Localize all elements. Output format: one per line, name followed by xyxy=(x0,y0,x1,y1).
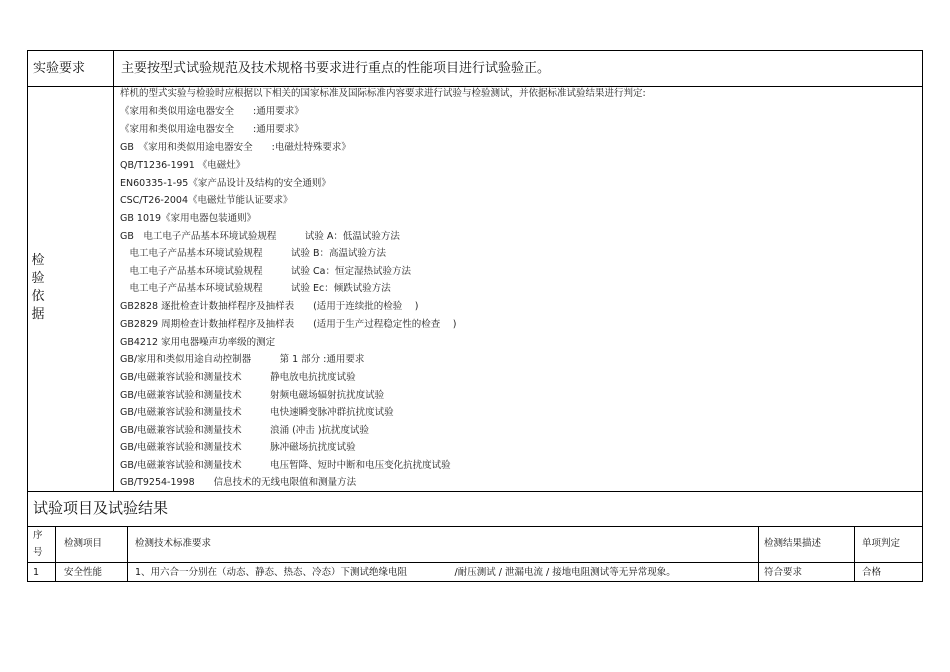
header-item: 检测项目 xyxy=(64,538,103,549)
header-seq-line2: 号 xyxy=(33,547,43,558)
border-col-requirement xyxy=(758,526,759,582)
basis-intro: 样机的型式实验与检验时应根据以下相关的国家标准及国际标准内容要求进行试验与检验测试，并依据标准试验结果进行判定: xyxy=(120,88,646,99)
basis-line: GB/电磁兼容试验和测量技术 电快速瞬变脉冲群抗扰度试验 xyxy=(120,407,394,418)
border-col-seq xyxy=(55,526,56,582)
basis-line: GB/电磁兼容试验和测量技术 静电放电抗扰度试验 xyxy=(120,372,356,383)
basis-line: GB2828 逐批检查计数抽样程序及抽样表 (适用于连续批的检验 ) xyxy=(120,301,419,312)
header-seq-line1: 序 xyxy=(33,530,43,541)
header-verdict: 单项判定 xyxy=(862,538,901,549)
row-requirement: 1、用六合一分别在（动态、静态、热态、冷态）下测试绝缘电阻 /耐压测试 / 泄漏电流 / 接地电阻测试等无异常现象。 xyxy=(135,567,676,578)
basis-line: 电工电子产品基本环境试验规程 试验 Ca：恒定湿热试验方法 xyxy=(120,266,411,277)
basis-line: GB2829 周期检查计数抽样程序及抽样表 (适用于生产过程稳定性的检查 ) xyxy=(120,319,457,330)
basis-line: 《家用和类似用途电器安全 :通用要求》 xyxy=(120,124,304,135)
basis-line: GB/T9254-1998 信息技术的无线电限值和测量方法 xyxy=(120,477,357,488)
basis-line: GB 《家用和类似用途电器安全 :电磁灶特殊要求》 xyxy=(120,142,351,153)
results-section-title: 试验项目及试验结果 xyxy=(33,499,169,517)
row-verdict: 合格 xyxy=(862,567,882,578)
row-seq: 1 xyxy=(33,567,40,578)
header-requirement: 检测技术标准要求 xyxy=(135,538,212,549)
border-col-description xyxy=(854,526,855,582)
border-right xyxy=(922,50,923,582)
basis-line: GB 1019《家用电器包装通则》 xyxy=(120,213,257,224)
basis-line: CSC/T26-2004《电磁灶节能认证要求》 xyxy=(120,195,293,206)
border-basis-bottom xyxy=(27,491,923,492)
row-description: 符合要求 xyxy=(764,567,803,578)
basis-line: GB/电磁兼容试验和测量技术 脉冲磁场抗扰度试验 xyxy=(120,442,356,453)
basis-label-char-2: 验 xyxy=(31,271,45,286)
border-top xyxy=(27,50,923,51)
basis-line: GB/电磁兼容试验和测量技术 电压暂降、短时中断和电压变化抗扰度试验 xyxy=(120,460,451,471)
basis-line: GB/家用和类似用途自动控制器 第 1 部分 :通用要求 xyxy=(120,354,365,365)
border-header-bottom xyxy=(27,562,923,563)
basis-label-char-1: 检 xyxy=(31,253,45,268)
border-req-bottom xyxy=(27,86,923,87)
basis-line: QB/T1236-1991 《电磁灶》 xyxy=(120,160,246,171)
basis-label-char-4: 据 xyxy=(31,307,45,322)
basis-line: 《家用和类似用途电器安全 :通用要求》 xyxy=(120,106,304,117)
border-col-item xyxy=(127,526,128,582)
basis-line: GB4212 家用电器噪声功率级的测定 xyxy=(120,337,276,348)
header-description: 检测结果描述 xyxy=(764,538,822,549)
border-label-column xyxy=(113,50,114,491)
border-title-bottom xyxy=(27,526,923,527)
requirement-label: 实验要求 xyxy=(33,61,86,76)
basis-line: 电工电子产品基本环境试验规程 试验 B：高温试验方法 xyxy=(120,248,387,259)
basis-line: 电工电子产品基本环境试验规程 试验 Ec：倾跌试验方法 xyxy=(120,283,391,294)
basis-line: GB 电工电子产品基本环境试验规程 试验 A：低温试验方法 xyxy=(120,231,400,242)
requirement-text: 主要按型式试验规范及技术规格书要求进行重点的性能项目进行试验验正。 xyxy=(121,61,551,76)
basis-line: GB/电磁兼容试验和测量技术 射频电磁场辐射抗扰度试验 xyxy=(120,390,385,401)
basis-line: EN60335-1-95《家产品设计及结构的安全通则》 xyxy=(120,178,331,189)
basis-line: GB/电磁兼容试验和测量技术 浪涌 (冲击 )抗扰度试验 xyxy=(120,425,370,436)
border-row-bottom xyxy=(27,581,923,582)
row-item: 安全性能 xyxy=(64,567,103,578)
border-left xyxy=(27,50,28,582)
basis-label-char-3: 依 xyxy=(31,289,45,304)
